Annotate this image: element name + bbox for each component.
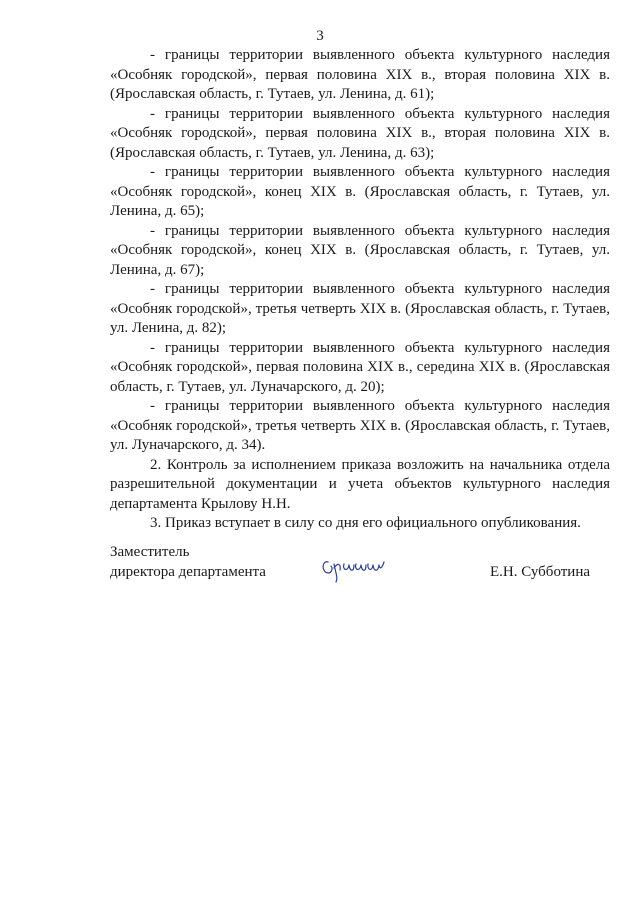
paragraph-boundary-lenina-67: - границы территории выявленного объекта культурного наследия «Особняк городской», конец XIX в. (Ярославская область, г. Тутаев, ул. Ленина, д. 67); <box>110 222 610 278</box>
signatory-title-line1: Заместитель <box>110 544 190 560</box>
signatory-name: Е.Н. Субботина <box>490 564 591 580</box>
paragraph-boundary-lunacharskogo-20: - границы территории выявленного объекта культурного наследия «Особняк городской», первая половина XIX в., середина XIX в. (Ярославская область, г. Тутаев, ул. Луначарского, д. 20); <box>110 339 610 395</box>
paragraph-effective-clause: 3. Приказ вступает в силу со дня его официального опубликования. <box>150 515 581 531</box>
page-number: 3 <box>316 28 324 44</box>
paragraph-boundary-lenina-65: - границы территории выявленного объекта культурного наследия «Особняк городской», конец XIX в. (Ярославская область, г. Тутаев, ул. Ленина, д. 65); <box>110 164 610 219</box>
signatory-title <box>110 542 266 582</box>
signatory-title-line2: директора департамента <box>110 564 266 580</box>
paragraph-control-clause: 2. Контроль за исполнением приказа возложить на начальника отдела разрешительной документации и учета объектов культурного наследия департамента Крылову Н.Н. <box>110 456 610 512</box>
paragraph-boundary-lenina-63: - границы территории выявленного объекта культурного наследия «Особняк городской», первая половина XIX в., вторая половина XIX в. (Ярославская область, г. Тутаев, ул. Ленина, д. 63); <box>110 105 610 161</box>
paragraph-boundary-lenina-61: - границы территории выявленного объекта культурного наследия «Особняк городской», первая половина XIX в., вторая половина XIX в. (Ярославская область, г. Тутаев, ул. Ленина, д. 61); <box>110 47 610 102</box>
document-body <box>110 46 610 534</box>
paragraph-boundary-lunacharskogo-34: - границы территории выявленного объекта культурного наследия «Особняк городской», третья четверть XIX в. (Ярославская область, г. Тутаев, ул. Луначарского, д. 34). <box>110 398 610 453</box>
paragraph-boundary-lenina-82: - границы территории выявленного объекта культурного наследия «Особняк городской», третья четверть XIX в. (Ярославская область, г. Тутаев, ул. Ленина, д. 82); <box>110 281 610 336</box>
handwritten-signature <box>318 550 390 584</box>
